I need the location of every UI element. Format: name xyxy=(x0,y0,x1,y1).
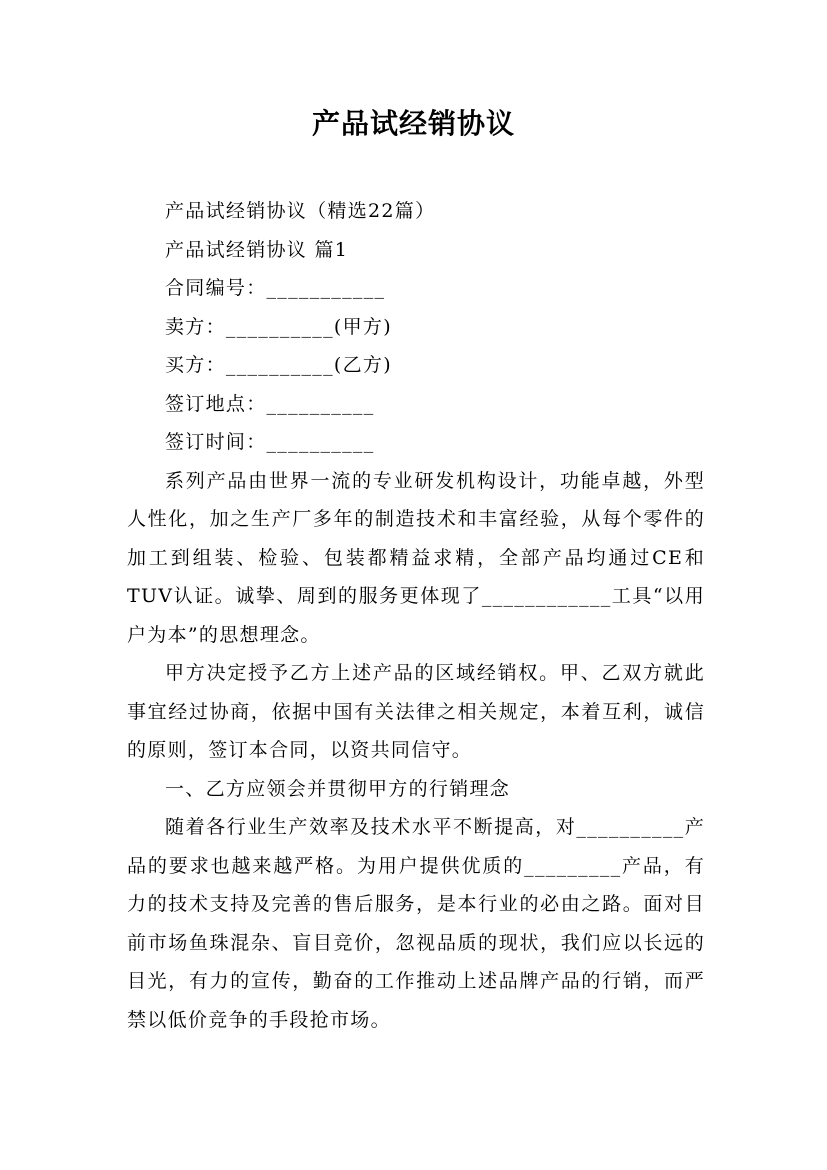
clause-paragraph: 随着各行业生产效率及技术水平不断提高，对__________产品的要求也越来越严格。为用户提供优质的_________产品，有力的技术支持及完善的售后服务，是本行业的必由之路。面对目前市场鱼珠混杂、盲目竞价，忽视品质的现状，我们应以长远的目光，有力的宣传，勤奋的工作推动上述品牌产品的行销，而严禁以低价竞争的手段抢市场。 xyxy=(127,816,705,1031)
buyer-line: 买方：__________(乙方) xyxy=(165,354,392,376)
clause-heading: 一、乙方应领会并贯彻甲方的行销理念 xyxy=(165,777,511,800)
signing-time-line: 签订时间：__________ xyxy=(165,431,375,453)
subtitle-line: 产品试经销协议（精选22篇） xyxy=(165,200,436,222)
authorization-paragraph: 甲方决定授予乙方上述产品的区域经销权。甲、乙双方就此事宜经过协商，依据中国有关法律之相关规定，本着互利，诚信的原则，签订本合同，以资共同信守。 xyxy=(127,662,705,761)
section-heading: 产品试经销协议 篇1 xyxy=(165,238,349,261)
contract-number-line: 合同编号：___________ xyxy=(165,277,386,299)
seller-line: 卖方：__________(甲方) xyxy=(165,315,392,338)
signing-place-line: 签订地点：__________ xyxy=(165,392,375,415)
intro-paragraph: 系列产品由世界一流的专业研发机构设计，功能卓越，外型人性化，加之生产厂多年的制造技术和丰富经验，从每个零件的加工到组装、检验、包装都精益求精，全部产品均通过CE和TUV认证。诚挚、周到的服务更体现了____________工具“以用户为本”的思想理念。 xyxy=(127,469,705,646)
document-body xyxy=(127,192,705,1039)
document-title: 产品试经销协议 xyxy=(311,107,515,140)
